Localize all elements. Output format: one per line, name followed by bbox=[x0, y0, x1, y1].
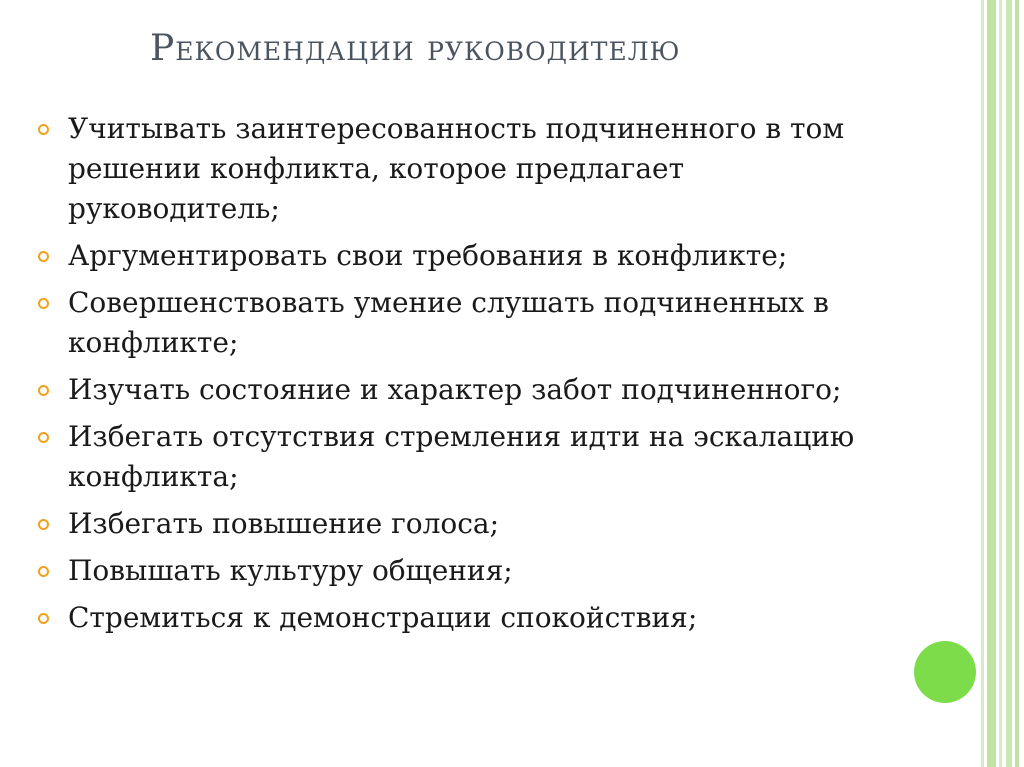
list-item bbox=[38, 598, 938, 638]
bullet-list bbox=[38, 109, 938, 645]
list-item bbox=[38, 236, 938, 276]
bullet-text-line: Изучать состояние и характер забот подчиненного; bbox=[68, 373, 842, 406]
bullet-text-line: конфликта; bbox=[68, 460, 239, 493]
list-item bbox=[38, 109, 938, 229]
bullet-text-line: Совершенствовать умение слушать подчиненных в bbox=[68, 286, 829, 319]
bullet-text-line: руководитель; bbox=[68, 192, 280, 225]
ring-bullet-icon bbox=[38, 613, 49, 624]
ring-bullet-icon bbox=[38, 432, 49, 443]
slide-title: Рекомендации руководителю bbox=[150, 28, 681, 69]
ring-bullet-icon bbox=[38, 566, 49, 577]
ring-bullet-icon bbox=[38, 298, 49, 309]
bullet-text-line: Повышать культуру общения; bbox=[68, 554, 513, 587]
ring-bullet-icon bbox=[38, 124, 49, 135]
list-item bbox=[38, 504, 938, 544]
decorative-stripe bbox=[987, 0, 996, 767]
decorative-stripe bbox=[1006, 0, 1012, 767]
bullet-text-line: Избегать повышение голоса; bbox=[68, 507, 500, 540]
list-item bbox=[38, 551, 938, 591]
bullet-text-line: Избегать отсутствия стремления идти на эскалацию bbox=[68, 420, 855, 453]
decorative-stripe bbox=[1015, 0, 1019, 767]
ring-bullet-icon bbox=[38, 519, 49, 530]
decorative-circle bbox=[914, 641, 976, 703]
decorative-stripe bbox=[981, 0, 984, 767]
list-item bbox=[38, 283, 938, 363]
list-item bbox=[38, 370, 938, 410]
bullet-text-line: Учитывать заинтересованность подчиненного в том bbox=[68, 112, 845, 145]
bullet-text-line: конфликте; bbox=[68, 326, 239, 359]
decorative-stripe bbox=[999, 0, 1002, 767]
bullet-text-line: Стремиться к демонстрации спокойствия; bbox=[68, 601, 698, 634]
list-item bbox=[38, 417, 938, 497]
ring-bullet-icon bbox=[38, 251, 49, 262]
bullet-text-line: решении конфликта, которое предлагает bbox=[68, 152, 685, 185]
bullet-text-line: Аргументировать свои требования в конфликте; bbox=[68, 239, 788, 272]
ring-bullet-icon bbox=[38, 385, 49, 396]
